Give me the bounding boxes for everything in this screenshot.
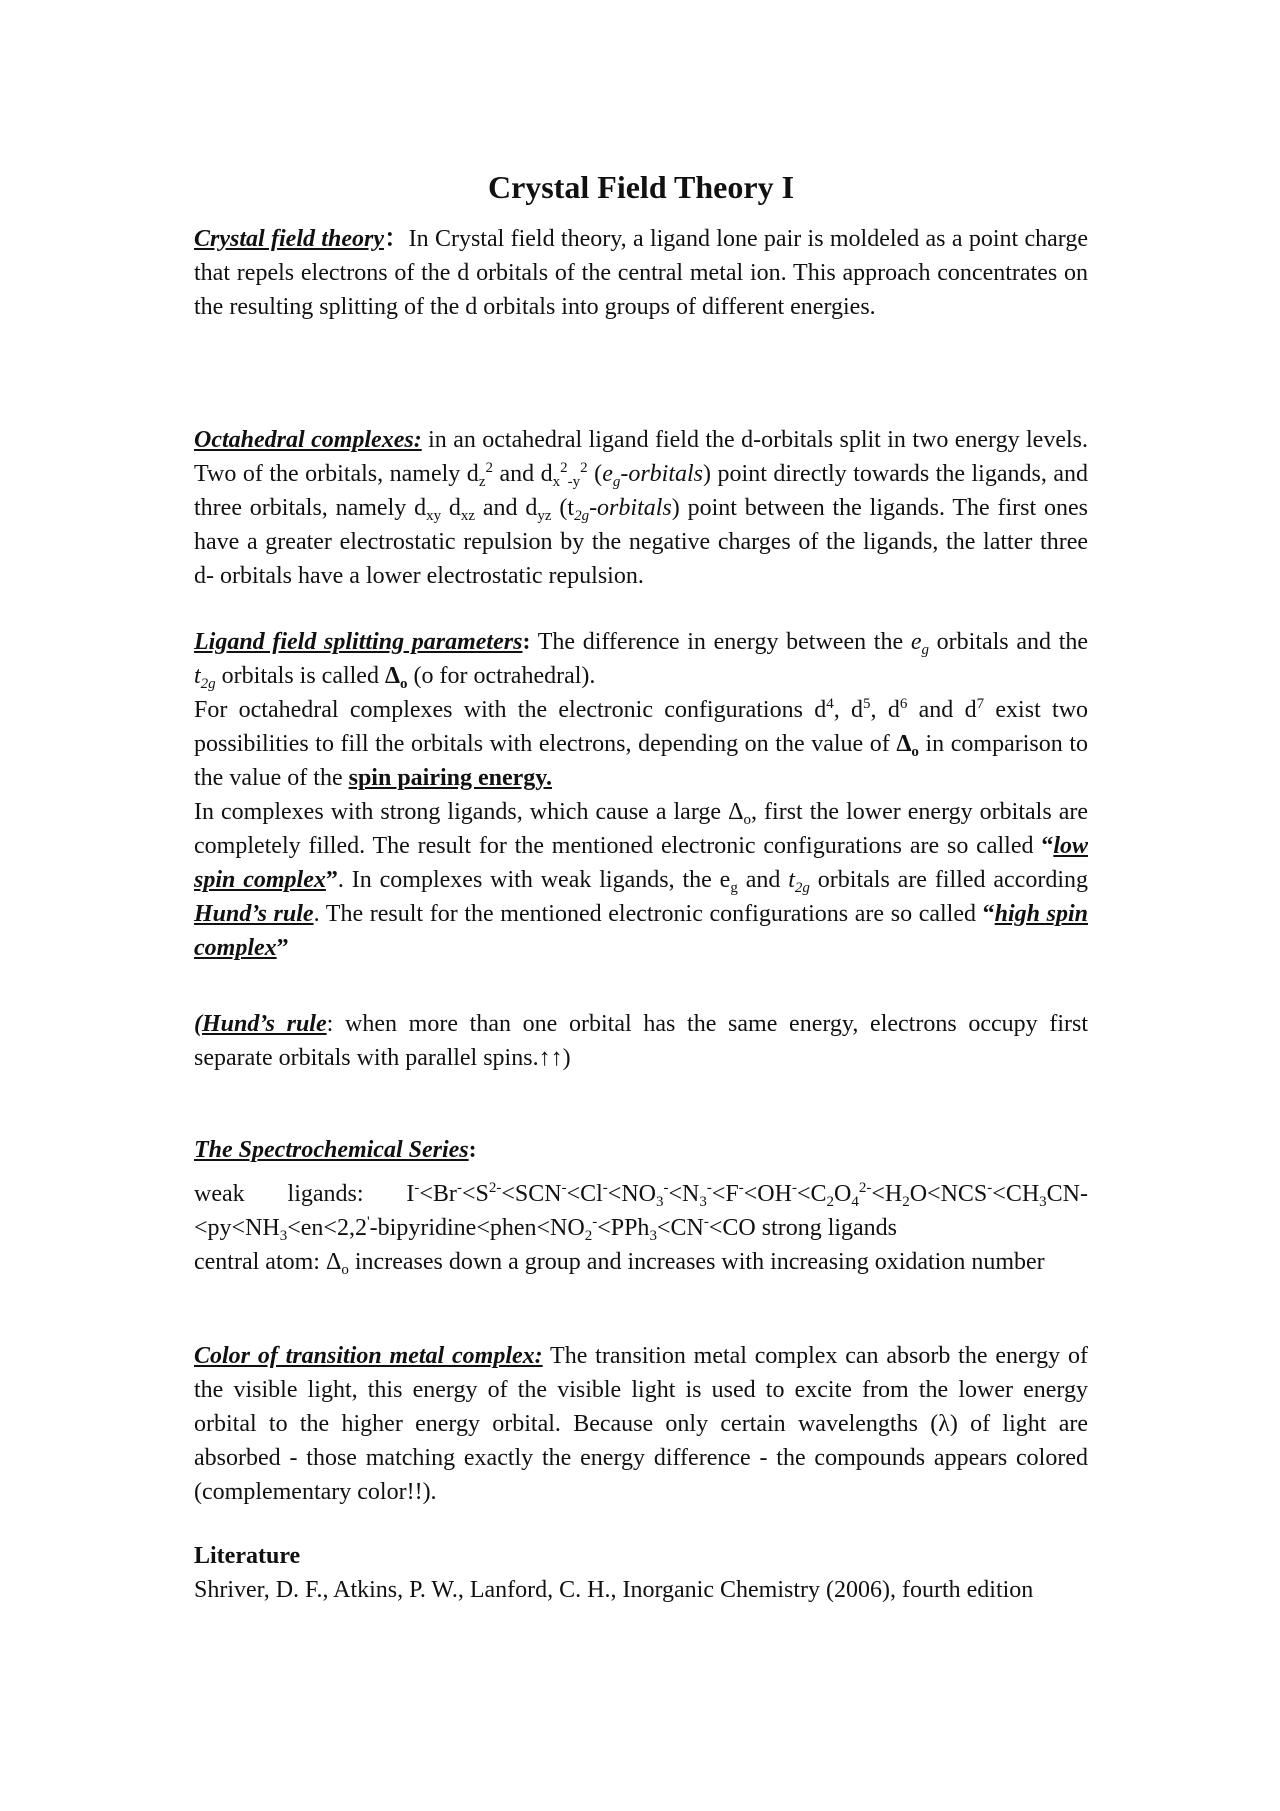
document-page <box>194 0 1088 1811</box>
color-transition-metal-paragraph: Color of transition metal complex: The transition metal complex can absorb the energy of the visible light, this energy of the visible light is used to excite from the lower energy orbital to the higher energy orbital. Because only certain wavelengths (λ) of light are absorbed - those matching exactly the energy difference - the compounds appears colored (complementary color!!). <box>194 1343 1088 1505</box>
high-spin-complex-term: high spin complex <box>194 901 1089 961</box>
ligand-field-splitting-heading: Ligand field splitting parameters <box>194 629 523 655</box>
low-spin-complex-term: low spin complex <box>194 833 1088 893</box>
hunds-rule-term: Hund’s rule <box>194 901 314 927</box>
octahedral-complexes-paragraph: Octahedral complexes: in an octahedral ligand field the d-orbitals split in two energy levels. Two of the orbitals, namely $d_z^2$ and $d_x^2_{-y}^2$ $(e_g-orbitals)$ point directly towards the ligands, and three orbitals, namely $d_{xy}$ $d_{xz}$ and $d_{yz}$ $(t_{2g}-orbitals)$ point between the ligands. The first ones have a greater electrostatic repulsion by the negative charges of the ligands, the latter three d- orbitals have a lower electrostatic repulsion. <box>194 427 1089 589</box>
spectrochemical-series-heading-line: The Spectrochemical Series: <box>194 1137 477 1163</box>
spectrochemical-series-paragraph <box>194 1177 1088 1279</box>
literature-reference: Shriver, D. F., Atkins, P. W., Lanford, C. H., Inorganic Chemistry (2006), fourth edition <box>194 1577 1034 1603</box>
hunds-rule-note: (Hund’s rule: when more than one orbital has the same energy, electrons occupy first separate orbitals with parallel spins.↑↑) <box>194 1011 1089 1071</box>
ligand-field-splitting-paragraph: Ligand field splitting parameters: The difference in energy between the $e_g$ orbitals and the $t_{2g}$ orbitals is called $\Delta_o$ (o for octrahedral). For octahedral complexes with the electronic configurations $d^4$, $d^5$, $d^6$ and $d^7$ exist two possibilities to fill the orbitals with electrons, depending on the value of $\Delta_o$ in comparison to the value of the spin pairing energy. In complexes with strong ligands, which cause a large $\Delta_o$, first the lower energy orbitals are completely filled. The result for the mentioned electronic configurations are so called “low spin complex”. In complexes with weak ligands, the $e_g$ and $t_{2g}$ orbitals are filled according Hund’s rule. The result for the mentioned electronic configurations are so called “high spin complex” <box>194 629 1089 961</box>
spin-pairing-energy-term: spin pairing energy. <box>348 765 552 791</box>
octahedral-complexes-heading: Octahedral complexes: <box>194 427 422 453</box>
spectrochemical-series-heading: The Spectrochemical Series <box>194 1137 469 1163</box>
spectrochemical-series-text: weak ligands: $I^-<Br^-<S^{2-}<SCN^-<Cl^-<NO_3^-<N_3^-<F^-<OH^-<C_2O_4^{2-}<H_2O<NCS^-<CH_3CN-<py<NH_3<en<2,2'-bipyridine<phen<NO_2^-<PPh_3<CN^-<CO$ strong ligands <box>194 1180 1088 1244</box>
crystal-field-theory-heading: Crystal field theory <box>194 226 384 252</box>
page-title: Crystal Field Theory I <box>487 169 795 205</box>
central-atom-text: central atom: $\Delta_o$ increases down a group and increases with increasing oxidation number <box>194 1249 1045 1278</box>
color-transition-metal-heading: Color of transition metal complex: <box>194 1343 543 1369</box>
crystal-field-theory-paragraph: Crystal field theory：In Crystal field theory, a ligand lone pair is moldeled as a point charge that repels electrons of the d orbitals of the central metal ion. This approach concentrates on the resulting splitting of the d orbitals into groups of different energies. <box>194 226 1088 320</box>
literature-heading: Literature <box>194 1543 301 1569</box>
hunds-rule-heading: Hund’s rule <box>202 1011 327 1037</box>
